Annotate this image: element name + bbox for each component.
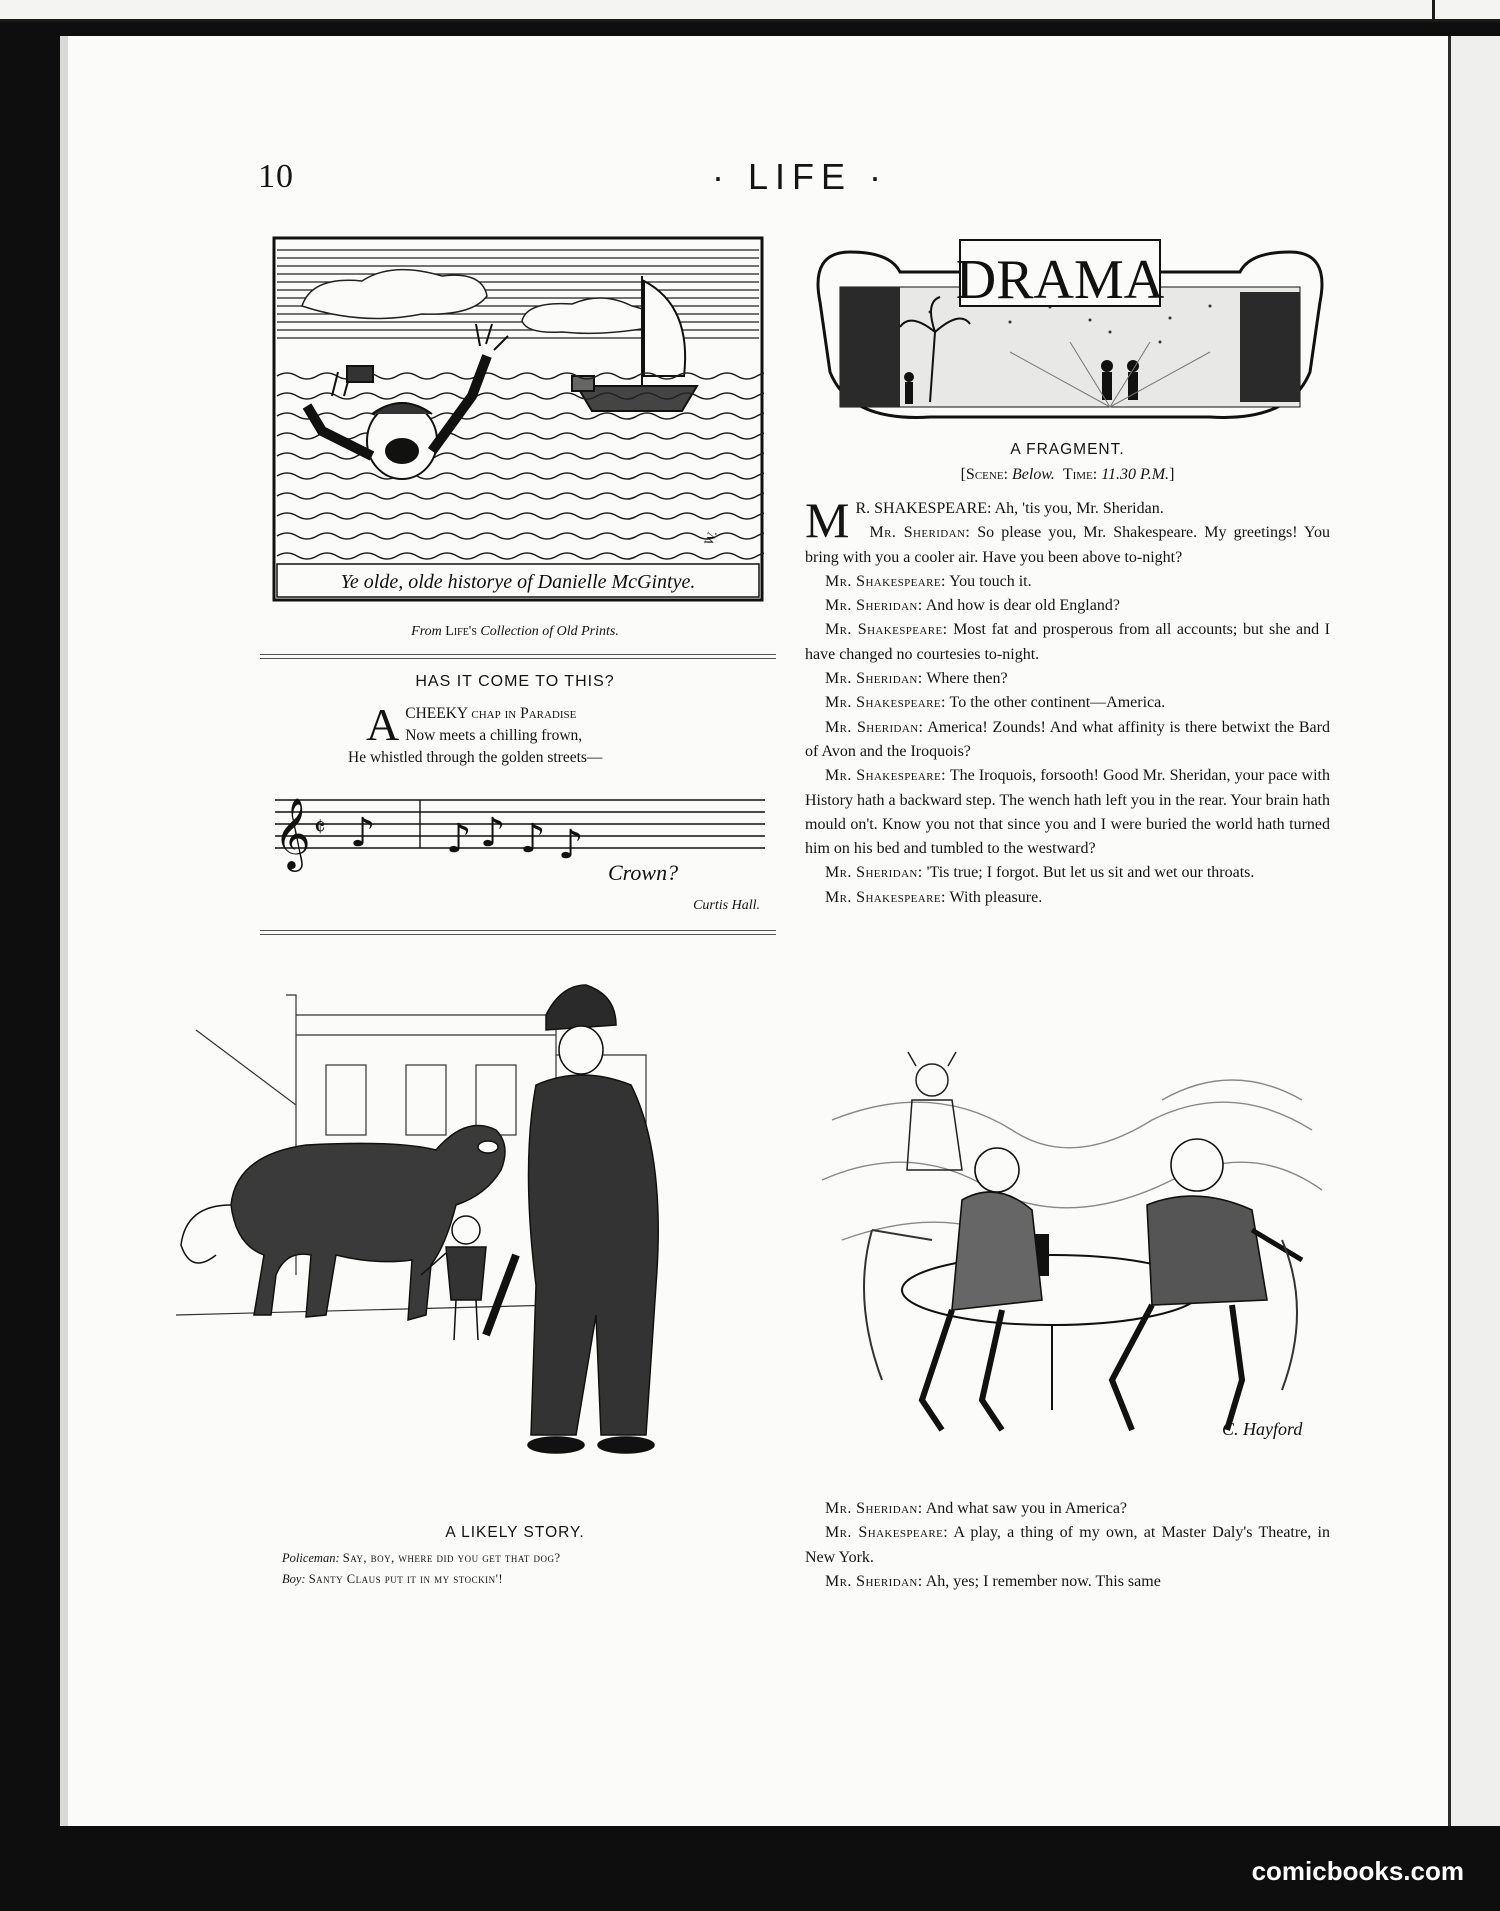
masthead: · LIFE · [711, 156, 888, 197]
note-icon: ♪ [350, 810, 376, 856]
cartoon-title: A LIKELY STORY. [445, 1524, 585, 1541]
dialogue-column-continued [805, 1497, 1330, 1594]
section-rule [260, 654, 776, 655]
common-time-icon: 𝄵 [314, 813, 326, 843]
print-credit: From Life's Collection of Old Prints. [411, 624, 619, 639]
poem-dropcap: A [366, 699, 400, 750]
cartoon-dialog-line-1: Policeman: Say, boy, where did you get that dog? [282, 1551, 561, 1565]
drama-banner-word: DRAMA [955, 249, 1165, 311]
poem-verse [348, 699, 746, 769]
note-icon: ♪ [520, 816, 546, 862]
old-print-illustration [272, 236, 764, 602]
devil-waiter-icon [907, 1052, 962, 1170]
dialogue-paragraph: Mr. Shakespeare: With pleasure. [825, 888, 1043, 906]
dialogue-paragraph: Mr. Shakespeare: You touch it. [825, 572, 1032, 590]
poem-line-2: Now meets a chilling frown, [405, 727, 583, 744]
drama-banner [810, 232, 1330, 427]
dialogue-paragraph: Mr. Sheridan: So please you, Mr. Shakespeare. My greetings! You bring with you a cooler air. Have you been above to-night? [805, 524, 1330, 566]
dialogue-paragraph: M R. SHAKESPEARE: Ah, 'tis you, Mr. Sheridan. [805, 492, 1164, 548]
print-inscription: Ye olde, olde historye of Danielle McGintye. [340, 571, 696, 593]
dialogue-paragraph: Mr. Shakespeare: A play, a thing of my own, at Master Daly's Theatre, in New York. [805, 1524, 1331, 1566]
poem-line-1: CHEEKY chap in Paradise [405, 705, 577, 722]
page-edge-tick [1432, 0, 1435, 22]
note-icon: ♪ [558, 822, 584, 868]
dialogue-paragraph: Mr. Sheridan: 'Tis true; I forgot. But let us sit and wet our throats. [825, 864, 1255, 882]
note-icon: ♪ [480, 810, 506, 856]
cartoon-signature: C. Hayford [1222, 1419, 1303, 1439]
dialogue-paragraph: Mr. Sheridan: America! Zounds! And what affinity is there betwixt the Bard of Avon and the Iroquois? [805, 718, 1330, 760]
dialogue-paragraph: Mr. Sheridan: And what saw you in America? [825, 1500, 1128, 1517]
page-number: 10 [258, 158, 294, 195]
dialogue-paragraph: Mr. Shakespeare: Most fat and prosperous from all accounts; but she and I have changed no courtesies to-night. [805, 621, 1331, 663]
poem-line-3: He whistled through the golden streets— [348, 749, 603, 766]
dialogue-paragraph: Mr. Sheridan: Where then? [825, 670, 1008, 688]
dialogue-column [805, 492, 1331, 910]
scene-line: [Scene: Below. Time: 11.30 P.M.] [960, 466, 1175, 483]
sung-word: Crown? [608, 860, 679, 885]
next-page-edge [1448, 36, 1500, 1826]
previous-page-edge [0, 0, 1500, 22]
cartoon-dialog-line-2: Boy: Santy Claus put it in my stockin'! [282, 1572, 504, 1586]
treble-clef-icon: 𝄞 [274, 796, 311, 869]
likely-story-cartoon [176, 955, 808, 1510]
poem-author: Curtis Hall. [693, 898, 760, 913]
dialogue-paragraph: Mr. Sheridan: And how is dear old England? [825, 597, 1120, 615]
poem-title: HAS IT COME TO THIS? [415, 673, 615, 690]
shakespeare-sheridan-cartoon [812, 1040, 1332, 1480]
section-rule [260, 930, 776, 931]
dialogue-paragraph: Mr. Sheridan: Ah, yes; I remember now. This same [825, 1572, 1161, 1590]
note-icon: ♪ [446, 816, 472, 862]
fragment-title: A FRAGMENT. [1010, 441, 1125, 458]
site-watermark: comicbooks.com [1251, 1856, 1464, 1886]
artist-signature: W. [700, 528, 720, 548]
dialogue-paragraph: Mr. Shakespeare: To the other continent—America. [825, 694, 1166, 712]
dialogue-paragraph: Mr. Shakespeare: The Iroquois, forsooth! Good Mr. Sheridan, your pace with History hath a backward step. The wench hath left you in the rear. Your brain hath mould on't. Know you not that since you and I were buried the world hath turned him on his bed and tumbled to the westward? [805, 767, 1331, 858]
music-staff [270, 788, 770, 898]
